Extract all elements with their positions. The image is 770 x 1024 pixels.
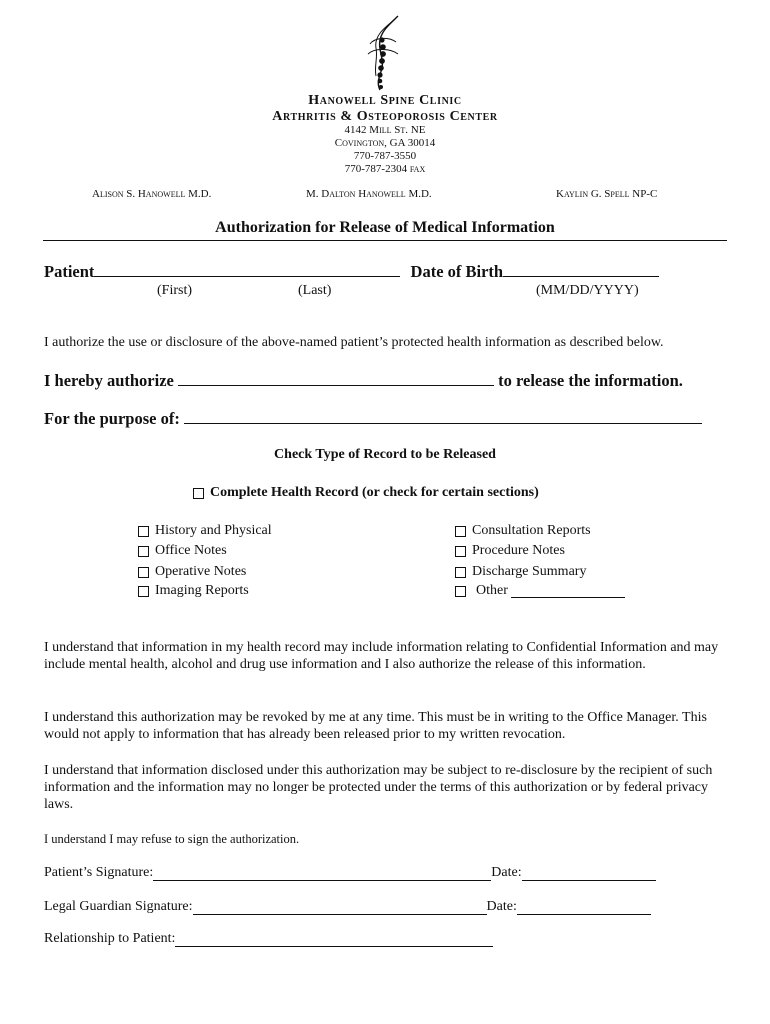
clinic-name: Hanowell Spine Clinic: [308, 93, 462, 108]
section-option[interactable]: [138, 583, 249, 599]
date-label: Date:: [486, 899, 517, 914]
patient-label: Patient: [44, 262, 95, 281]
spine-logo: [360, 14, 408, 92]
hereby-prefix: I hereby authorize: [44, 371, 174, 390]
section-label: History and Physical: [155, 523, 272, 538]
section-label: Discharge Summary: [472, 564, 587, 579]
section-option[interactable]: [455, 523, 591, 539]
guardian-signature-label: Legal Guardian Signature:: [44, 899, 193, 914]
patient-signature-field[interactable]: [153, 868, 491, 881]
clinic-fax: 770-787-2304 fax: [344, 163, 426, 175]
paragraph: I understand that information disclosed under this authorization may be subject to re-disclosure by the recipient of such information and the information may no longer be protected under the terms of this authorization or by federal privacy laws.: [44, 763, 713, 812]
section-option[interactable]: [138, 523, 272, 539]
relationship-row: [44, 931, 493, 947]
checkbox-icon[interactable]: [193, 488, 204, 499]
relationship-field[interactable]: [175, 934, 493, 947]
patient-date-field[interactable]: [522, 868, 656, 881]
checkbox-icon[interactable]: [455, 546, 466, 557]
title-rule: [43, 240, 727, 241]
paragraph: I understand that information in my health record may include information relating to Confidential Information and may include mental health, alcohol and drug use information and I also authorize the release of this information.: [44, 640, 719, 672]
checkbox-icon[interactable]: [455, 526, 466, 537]
dob-field[interactable]: [503, 264, 659, 277]
doctor-name: Kaylin G. Spell NP-C: [556, 188, 658, 200]
refuse-statement: I understand I may refuse to sign the authorization.: [44, 832, 300, 846]
clinic-subtitle: Arthritis & Osteoporosis Center: [272, 109, 498, 124]
section-label: Operative Notes: [155, 564, 247, 579]
doctor-name: M. Dalton Hanowell M.D.: [306, 188, 432, 200]
section-label: Other: [476, 583, 508, 598]
patient-row: [44, 262, 659, 282]
authorized-party-field[interactable]: [178, 373, 494, 386]
section-label: Imaging Reports: [155, 583, 249, 598]
complete-record-label: Complete Health Record (or check for certain sections): [210, 485, 539, 500]
guardian-signature-field[interactable]: [193, 902, 487, 915]
hereby-suffix: to release the information.: [498, 371, 683, 390]
checkbox-icon[interactable]: [455, 567, 466, 578]
address-street: 4142 Mill St. NE: [344, 124, 426, 136]
section-option[interactable]: [455, 583, 625, 599]
complete-record-option[interactable]: [193, 485, 539, 501]
checkbox-icon[interactable]: [138, 586, 149, 597]
section-option[interactable]: [455, 543, 565, 559]
checkbox-icon[interactable]: [138, 526, 149, 537]
hereby-row: [44, 371, 683, 391]
purpose-label: For the purpose of:: [44, 409, 180, 428]
patient-signature-label: Patient’s Signature:: [44, 865, 154, 880]
form-title: Authorization for Release of Medical Information: [215, 219, 555, 236]
address-city: Covington, GA 30014: [334, 137, 436, 149]
section-option[interactable]: [138, 564, 246, 580]
checkbox-icon[interactable]: [138, 546, 149, 557]
purpose-row: [44, 409, 702, 429]
guardian-signature-row: [44, 899, 651, 915]
checkbox-icon[interactable]: [138, 567, 149, 578]
relationship-label: Relationship to Patient:: [44, 931, 176, 946]
paragraph: I understand this authorization may be revoked by me at any time. This must be in writing to the Office Manager. This would not apply to information that has already been released prior to my written revocation.: [44, 710, 707, 742]
authorize-statement: I authorize the use or disclosure of the above-named patient’s protected health information as described below.: [44, 335, 664, 350]
purpose-field[interactable]: [184, 411, 702, 424]
doctor-name: Alison S. Hanowell M.D.: [92, 188, 212, 200]
section-label: Consultation Reports: [472, 523, 591, 538]
guardian-date-field[interactable]: [517, 902, 651, 915]
other-field[interactable]: [511, 585, 625, 598]
dob-label: Date of Birth: [410, 262, 504, 281]
checkbox-icon[interactable]: [455, 586, 466, 597]
first-name-caption: (First): [157, 283, 192, 298]
dob-format-caption: (MM/DD/YYYY): [536, 283, 639, 298]
section-label: Office Notes: [155, 543, 227, 558]
patient-signature-row: [44, 865, 656, 881]
section-option[interactable]: [455, 564, 586, 580]
section-label: Procedure Notes: [472, 543, 565, 558]
record-type-heading: Check Type of Record to be Released: [274, 447, 496, 462]
patient-name-field[interactable]: [94, 264, 400, 277]
last-name-caption: (Last): [298, 283, 332, 298]
clinic-phone: 770-787-3550: [353, 150, 417, 162]
date-label: Date:: [491, 865, 522, 880]
section-option[interactable]: [138, 543, 227, 559]
